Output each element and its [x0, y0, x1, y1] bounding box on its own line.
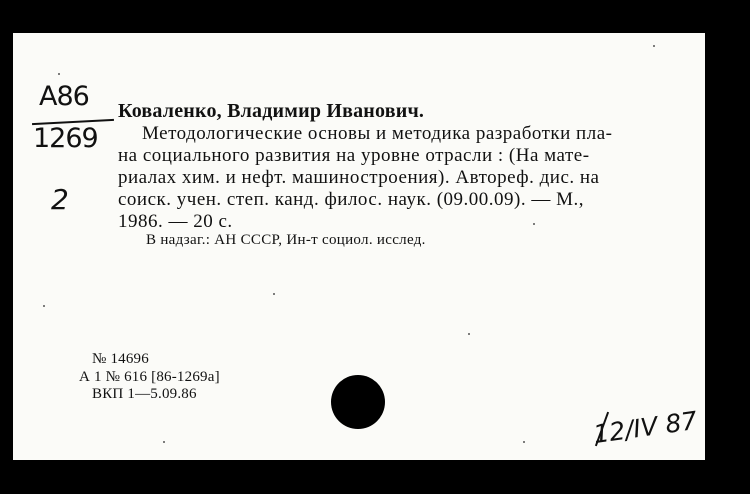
paper-speck — [523, 441, 525, 443]
paper-speck — [58, 73, 60, 75]
description-line: 1986. — 20 с. — [118, 211, 233, 232]
paper-speck — [273, 293, 275, 295]
handwritten-date: 12/IV 87 — [591, 405, 699, 450]
description-line: соиск. учен. степ. канд. филос. наук. (09.00.09). — М., — [118, 189, 585, 210]
paper-speck — [468, 333, 470, 335]
shelf-mark-bottom: 1269 — [33, 123, 98, 154]
description-line: риалах хим. и нефт. машиностроения). Автореф. дис. на — [118, 167, 600, 188]
paper-speck — [533, 223, 535, 225]
accession-reference: А 1 № 616 [86-1269а] — [79, 369, 220, 385]
chamber-reference: ВКП 1—5.09.86 — [92, 386, 197, 402]
paper-speck — [653, 45, 655, 47]
description-line: на социального развития на уровне отрасли : (На мате- — [118, 145, 590, 166]
description-line: Методологические основы и методика разработки пла- — [142, 123, 613, 144]
punch-hole — [331, 375, 385, 429]
shelf-mark-top: A86 — [39, 81, 89, 112]
parent-organization-note: В надзаг.: АН СССР, Ин-т социол. исслед. — [146, 232, 426, 248]
author-heading: Коваленко, Владимир Иванович. — [118, 100, 425, 122]
copy-mark: 2 — [51, 183, 69, 216]
registration-number: № 14696 — [92, 351, 149, 367]
paper-speck — [43, 305, 45, 307]
paper-speck — [163, 441, 165, 443]
catalog-card — [13, 33, 705, 460]
